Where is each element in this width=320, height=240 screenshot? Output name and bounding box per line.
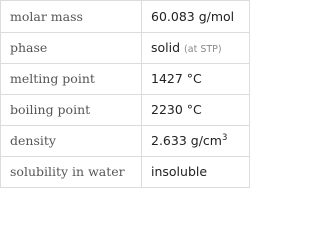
property-label: boiling point bbox=[10, 102, 91, 117]
table-row bbox=[1, 1, 250, 33]
property-label: solubility in water bbox=[10, 164, 125, 179]
property-label-cell bbox=[1, 64, 142, 95]
property-value-cell bbox=[142, 33, 250, 64]
property-label-cell bbox=[1, 33, 142, 64]
table-row bbox=[1, 95, 250, 126]
property-label: phase bbox=[10, 40, 48, 55]
table-row bbox=[1, 126, 250, 157]
property-label-cell bbox=[1, 1, 142, 33]
property-value-cell bbox=[142, 95, 250, 126]
property-label-cell bbox=[1, 157, 142, 188]
table-row bbox=[1, 157, 250, 188]
property-value: 1427 °C bbox=[151, 71, 202, 86]
property-value: 2230 °C bbox=[151, 102, 202, 117]
unit-superscript: 3 bbox=[221, 133, 228, 143]
property-value bbox=[151, 133, 227, 148]
property-value: solid bbox=[151, 40, 181, 55]
property-label: density bbox=[10, 133, 56, 148]
property-value-text: 2.633 g/cm bbox=[151, 133, 222, 148]
property-label-cell bbox=[1, 95, 142, 126]
property-value-cell bbox=[142, 64, 250, 95]
property-value-cell bbox=[142, 157, 250, 188]
table-row bbox=[1, 33, 250, 64]
property-label-cell bbox=[1, 126, 142, 157]
table-row bbox=[1, 64, 250, 95]
property-value: 60.083 g/mol bbox=[151, 8, 235, 24]
property-label: molar mass bbox=[10, 8, 83, 24]
property-label: melting point bbox=[10, 71, 95, 86]
property-qualifier: (at STP) bbox=[184, 44, 222, 55]
property-value-cell bbox=[142, 126, 250, 157]
property-value-cell bbox=[142, 1, 250, 33]
property-value: insoluble bbox=[151, 164, 208, 179]
